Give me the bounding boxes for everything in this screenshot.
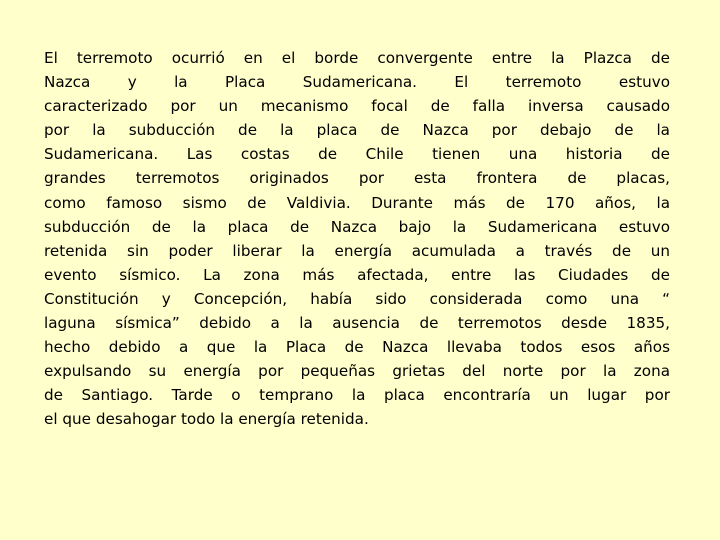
- paragraph-line: Constitución y Concepción, había sido considerada como una “: [44, 289, 670, 308]
- paragraph-line: como famoso sismo de Valdivia. Durante más de 170 años, la: [44, 193, 670, 212]
- paragraph-line: subducción de la placa de Nazca bajo la Sudamericana estuvo: [44, 217, 670, 236]
- paragraph-line: expulsando su energía por pequeñas grietas del norte por la zona: [44, 362, 670, 381]
- paragraph-line: grandes terremotos originados por esta frontera de placas,: [44, 169, 670, 188]
- paragraph-line: El terremoto ocurrió en el borde convergente entre la Plazca de: [44, 49, 670, 67]
- paragraph-line: de Santiago. Tarde o temprano la placa encontraría un lugar por: [44, 386, 670, 405]
- paragraph-line: laguna sísmica” debido a la ausencia de terremotos desde 1835,: [44, 314, 670, 333]
- paragraph-line: hecho debido a que la Placa de Nazca llevaba todos esos años: [44, 338, 670, 357]
- paragraph-line: por la subducción de la placa de Nazca por debajo de la: [44, 121, 670, 140]
- paragraph-line: el que desahogar todo la energía retenida.: [44, 410, 369, 429]
- paragraph-line: retenida sin poder liberar la energía acumulada a través de un: [44, 241, 670, 260]
- paragraph: [44, 46, 670, 432]
- paragraph-line: Nazca y la Placa Sudamericana. El terremoto estuvo: [44, 73, 670, 92]
- paragraph-line: Sudamericana. Las costas de Chile tienen una historia de: [44, 145, 670, 164]
- paragraph-line: caracterizado por un mecanismo focal de falla inversa causado: [44, 97, 670, 116]
- paragraph-line: evento sísmico. La zona más afectada, entre las Ciudades de: [44, 265, 670, 284]
